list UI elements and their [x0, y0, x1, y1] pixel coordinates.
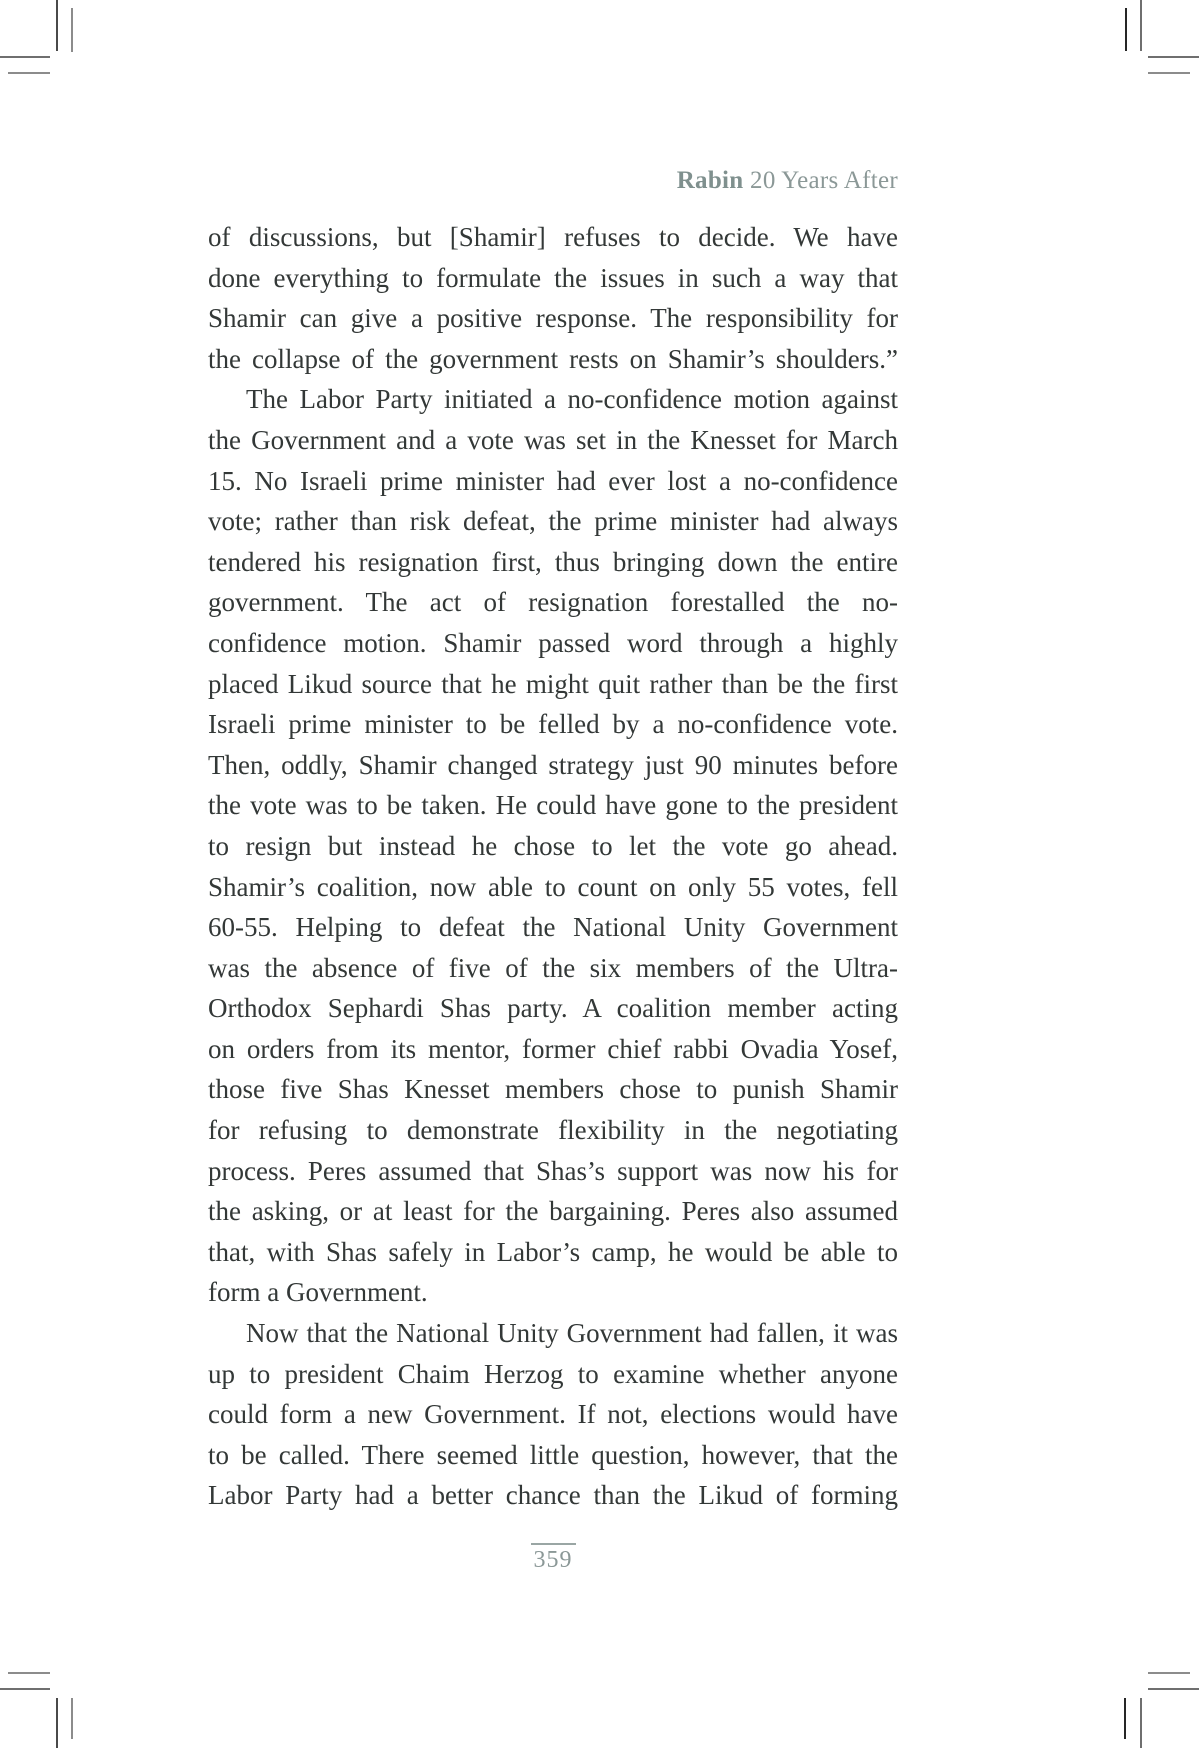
body-line: the asking, or at least for the bargaining. Peres also assumed	[208, 1196, 898, 1227]
body-line: Israeli prime minister to be felled by a no-confidence vote.	[208, 709, 898, 740]
crop-mark-bottom-right-vertical-outer	[1140, 1698, 1142, 1748]
body-line: on orders from its mentor, former chief rabbi Ovadia Yosef,	[208, 1033, 898, 1064]
crop-mark-top-left-horizontal-outer	[0, 56, 50, 58]
body-line: Shamir can give a positive response. The responsibility for	[208, 303, 898, 334]
crop-mark-top-left-vertical-inner	[71, 8, 73, 52]
crop-mark-bottom-right-vertical-inner	[1124, 1698, 1126, 1739]
body-line: could form a new Government. If not, elections would have	[208, 1399, 898, 1430]
body-line: Orthodox Sephardi Shas party. A coalition member acting	[208, 993, 898, 1024]
body-line: 15. No Israeli prime minister had ever lost a no-confidence	[208, 465, 898, 496]
page-footer	[208, 1543, 898, 1573]
crop-mark-bottom-right-horizontal-outer	[1148, 1688, 1199, 1690]
body-line: Shamir’s coalition, now able to count on only 55 votes, fell	[208, 871, 898, 902]
body-line: Now that the National Unity Government had fallen, it was	[246, 1318, 898, 1349]
body-line: the Government and a vote was set in the Knesset for March	[208, 424, 898, 455]
body-line: those five Shas Knesset members chose to punish Shamir	[208, 1074, 898, 1105]
body-line: for refusing to demonstrate flexibility in the negotiating	[208, 1115, 898, 1146]
page-number: 359	[531, 1543, 576, 1573]
body-line: to be called. There seemed little question, however, that the	[208, 1439, 898, 1470]
body-line: process. Peres assumed that Shas’s support was now his for	[208, 1155, 898, 1186]
body-line: confidence motion. Shamir passed word through a highly	[208, 627, 898, 658]
crop-mark-bottom-left-horizontal-outer	[0, 1688, 50, 1690]
body-line: the collapse of the government rests on Shamir’s shoulders.”	[208, 343, 898, 374]
body-line: tendered his resignation first, thus bringing down the entire	[208, 546, 898, 577]
running-header-book-title: Rabin	[676, 167, 744, 194]
body-line: The Labor Party initiated a no-confidence motion against	[246, 384, 898, 415]
crop-mark-top-right-vertical-outer	[1140, 0, 1142, 51]
body-line: up to president Chaim Herzog to examine whether anyone	[208, 1358, 898, 1389]
crop-mark-top-left-horizontal-inner	[8, 72, 50, 74]
running-header-subtitle: 20 Years After	[743, 167, 898, 194]
body-line: the vote was to be taken. He could have gone to the president	[208, 790, 898, 821]
body-line: done everything to formulate the issues in such a way that	[208, 262, 898, 293]
crop-mark-top-right-horizontal-outer	[1148, 56, 1199, 58]
crop-mark-bottom-left-horizontal-inner	[8, 1672, 50, 1674]
body-line: to resign but instead he chose to let the vote go ahead.	[208, 830, 898, 861]
crop-mark-top-right-horizontal-inner	[1148, 72, 1190, 74]
body-line: vote; rather than risk defeat, the prime minister had always	[208, 506, 898, 537]
body-line: placed Likud source that he might quit rather than be the first	[208, 668, 898, 699]
crop-mark-bottom-left-vertical-outer	[56, 1698, 58, 1748]
body-line: 60-55. Helping to defeat the National Unity Government	[208, 912, 898, 943]
crop-mark-top-right-vertical-inner	[1125, 8, 1127, 51]
crop-mark-bottom-left-vertical-inner	[71, 1698, 73, 1739]
body-line: Then, oddly, Shamir changed strategy just 90 minutes before	[208, 749, 898, 780]
body-line: government. The act of resignation forestalled the no-	[208, 587, 898, 618]
running-header	[208, 168, 898, 194]
body-line: was the absence of five of the six members of the Ultra-	[208, 952, 898, 983]
body-text-block	[208, 217, 898, 1516]
body-line: of discussions, but [Shamir] refuses to decide. We have	[208, 222, 898, 252]
body-line: that, with Shas safely in Labor’s camp, he would be able to	[208, 1236, 898, 1267]
crop-mark-top-left-vertical-outer	[56, 0, 58, 51]
body-line: form a Government.	[208, 1277, 428, 1308]
body-line: Labor Party had a better chance than the Likud of forming	[208, 1480, 898, 1511]
crop-mark-bottom-right-horizontal-inner	[1148, 1672, 1190, 1674]
